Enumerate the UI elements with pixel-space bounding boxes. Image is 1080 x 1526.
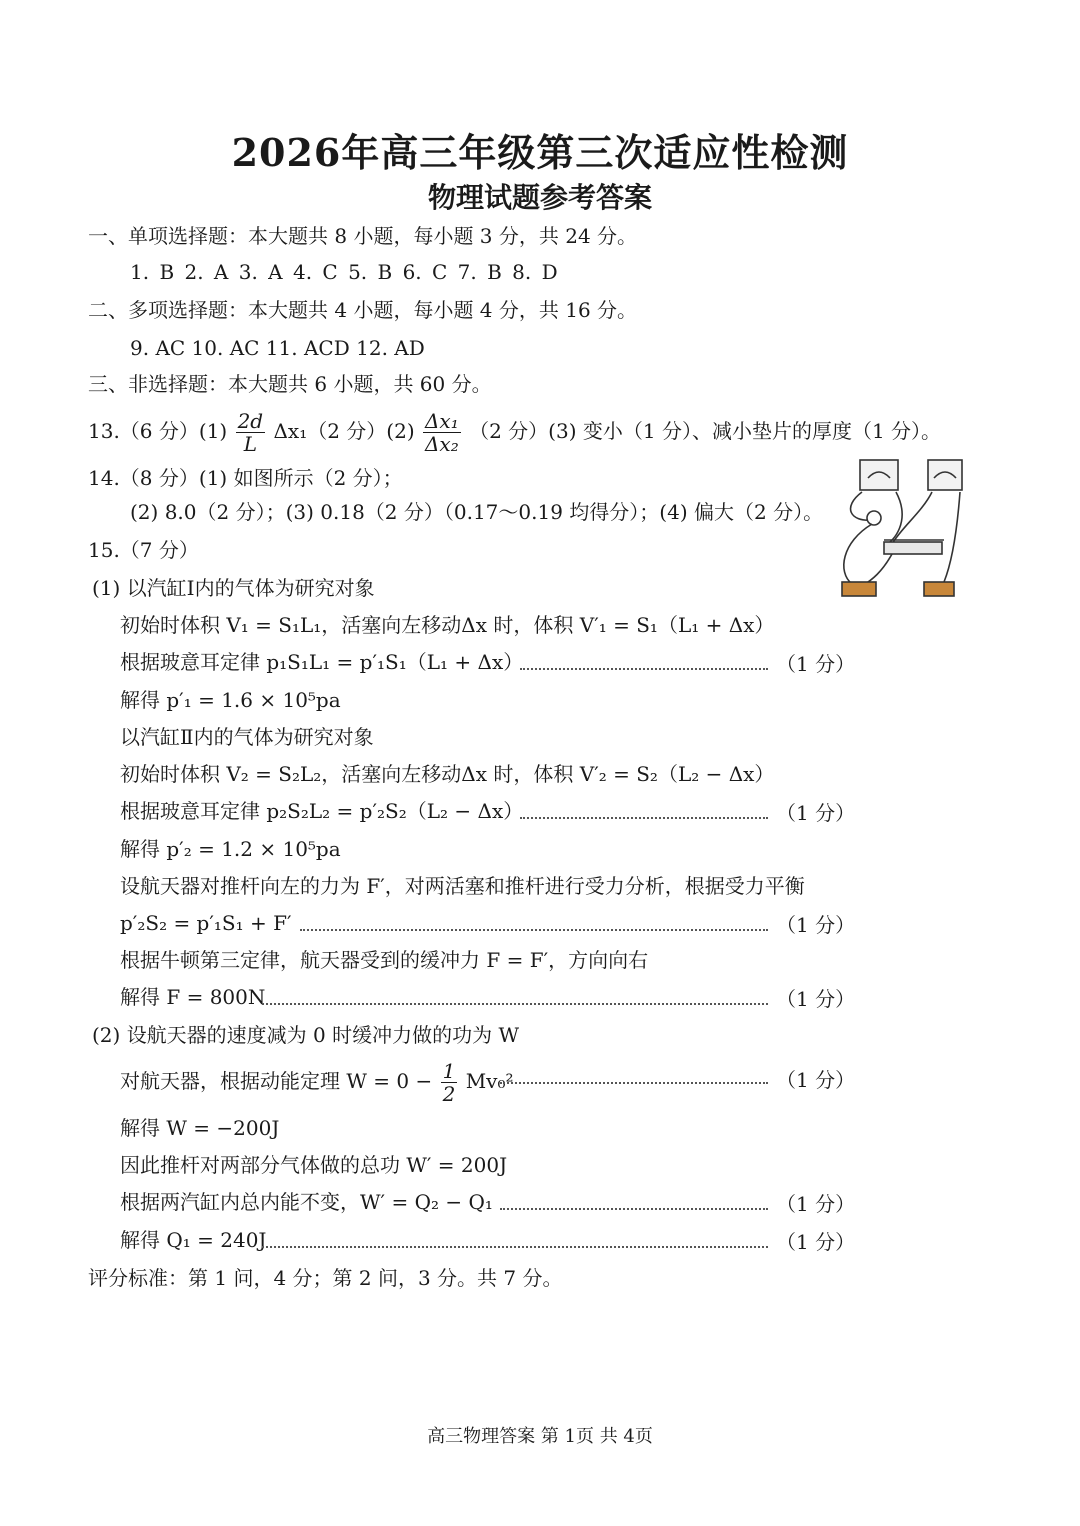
leader-dots <box>520 668 768 670</box>
section-1-answers: 1. B 2. A 3. A 4. C 5. B 6. C 7. B 8. D <box>130 260 558 284</box>
q15-line-7: 解得 p′₂ = 1.2 × 10⁵pa <box>120 837 341 861</box>
score-mark: （1 分） <box>776 652 856 676</box>
section-3-heading: 三、非选择题：本大题共 6 小题，共 60 分。 <box>88 372 492 396</box>
q15-part-2: (2) 设航天器的速度减为 0 时缓冲力做的功为 W <box>92 1023 520 1047</box>
q15-line-12-post: Mv₀² <box>465 1069 514 1093</box>
q15-line-14: 因此推杆对两部分气体做的总功 W′ = 200J <box>120 1153 508 1177</box>
score-mark: （1 分） <box>776 913 856 937</box>
circuit-diagram-image <box>832 452 964 604</box>
q14-line-2: (2) 8.0（2 分）；(3) 0.18（2 分）（0.17～0.19 均得分）；(4) 偏大（2 分）。 <box>130 500 824 524</box>
leader-dots <box>500 1208 768 1210</box>
q13-fraction-2 <box>423 410 461 455</box>
section-2-answers: 9. AC 10. AC 11. ACD 12. AD <box>130 336 425 360</box>
q15-line-16: 解得 Q₁ = 240J <box>120 1228 267 1252</box>
q13-after2: （2 分）(3) 变小（1 分）、减小垫片的厚度（1 分）。 <box>469 419 942 443</box>
q15-line-15: 根据两汽缸内总内能不变，W′ = Q₂ − Q₁ <box>120 1190 493 1214</box>
q15-line-12-pre: 对航天器，根据动能定理 W = 0 − <box>120 1069 433 1093</box>
leader-dots <box>300 929 768 931</box>
page-title: 2026年高三年级第三次适应性检测 <box>231 130 849 175</box>
q15-line-13: 解得 W = −200J <box>120 1116 280 1140</box>
q13-prefix: 13.（6 分）(1) <box>88 419 228 443</box>
ammeter-icon <box>860 460 898 490</box>
q13-frac1-den: L <box>243 432 257 456</box>
q15-line-11: 解得 F = 800N <box>120 985 266 1009</box>
q15-half-fraction <box>441 1060 458 1105</box>
q15-frac-den: 2 <box>442 1082 456 1106</box>
page-subtitle: 物理试题参考答案 <box>427 181 652 214</box>
q15-line-9: p′₂S₂ = p′₁S₁ + F′ <box>120 911 292 935</box>
q15-line-6: 根据玻意耳定律 p₂S₂L₂ = p′₂S₂（L₂ − Δx） <box>120 799 524 823</box>
q15-line-4: 以汽缸Ⅱ内的气体为研究对象 <box>120 725 374 749</box>
section-2-heading: 二、多项选择题：本大题共 4 小题，每小题 4 分，共 16 分。 <box>88 298 638 322</box>
score-mark: （1 分） <box>776 987 856 1011</box>
q15-line-8: 设航天器对推杆向左的力为 F′，对两活塞和推杆进行受力分析，根据受力平衡 <box>120 874 805 898</box>
score-mark: （1 分） <box>776 801 856 825</box>
q13-answer <box>88 410 941 455</box>
score-mark: （1 分） <box>776 1192 856 1216</box>
grading-criteria: 评分标准：第 1 问，4 分；第 2 问，3 分。共 7 分。 <box>88 1266 563 1290</box>
q13-frac1-num: 2d <box>237 409 264 433</box>
q13-frac2-den: Δx₂ <box>424 432 459 456</box>
score-mark: （1 分） <box>776 1068 856 1092</box>
q15-line-12 <box>120 1060 514 1105</box>
page-footer: 高三物理答案 第 1页 共 4页 <box>427 1426 653 1447</box>
q15-part-1: (1) 以汽缸Ⅰ内的气体为研究对象 <box>92 576 375 600</box>
q13-frac2-num: Δx₁ <box>424 409 459 433</box>
voltmeter-icon <box>928 460 962 490</box>
q13-after1: Δx₁（2 分）(2) <box>273 419 415 443</box>
leader-dots <box>520 817 768 819</box>
q15-frac-num: 1 <box>442 1059 456 1083</box>
section-1-heading: 一、单项选择题：本大题共 8 小题，每小题 3 分，共 24 分。 <box>88 224 638 248</box>
q15-line-1: 初始时体积 V₁ = S₁L₁，活塞向左移动Δx 时，体积 V′₁ = S₁（L₁ + Δx） <box>120 613 775 637</box>
leader-dots <box>262 1003 768 1005</box>
q15-heading: 15.（7 分） <box>88 538 199 562</box>
q15-line-5: 初始时体积 V₂ = S₂L₂，活塞向左移动Δx 时，体积 V′₂ = S₂（L₂ − Δx） <box>120 762 775 786</box>
score-mark: （1 分） <box>776 1230 856 1254</box>
q13-fraction-1 <box>236 410 266 455</box>
q15-line-10: 根据牛顿第三定律，航天器受到的缓冲力 F = F′，方向向右 <box>120 948 649 972</box>
leader-dots <box>500 1082 768 1084</box>
q14-line-1: 14.（8 分）(1) 如图所示（2 分）； <box>88 466 403 490</box>
q15-line-3: 解得 p′₁ = 1.6 × 10⁵pa <box>120 688 341 712</box>
q15-line-2: 根据玻意耳定律 p₁S₁L₁ = p′₁S₁（L₁ + Δx） <box>120 650 524 674</box>
leader-dots <box>262 1246 768 1248</box>
